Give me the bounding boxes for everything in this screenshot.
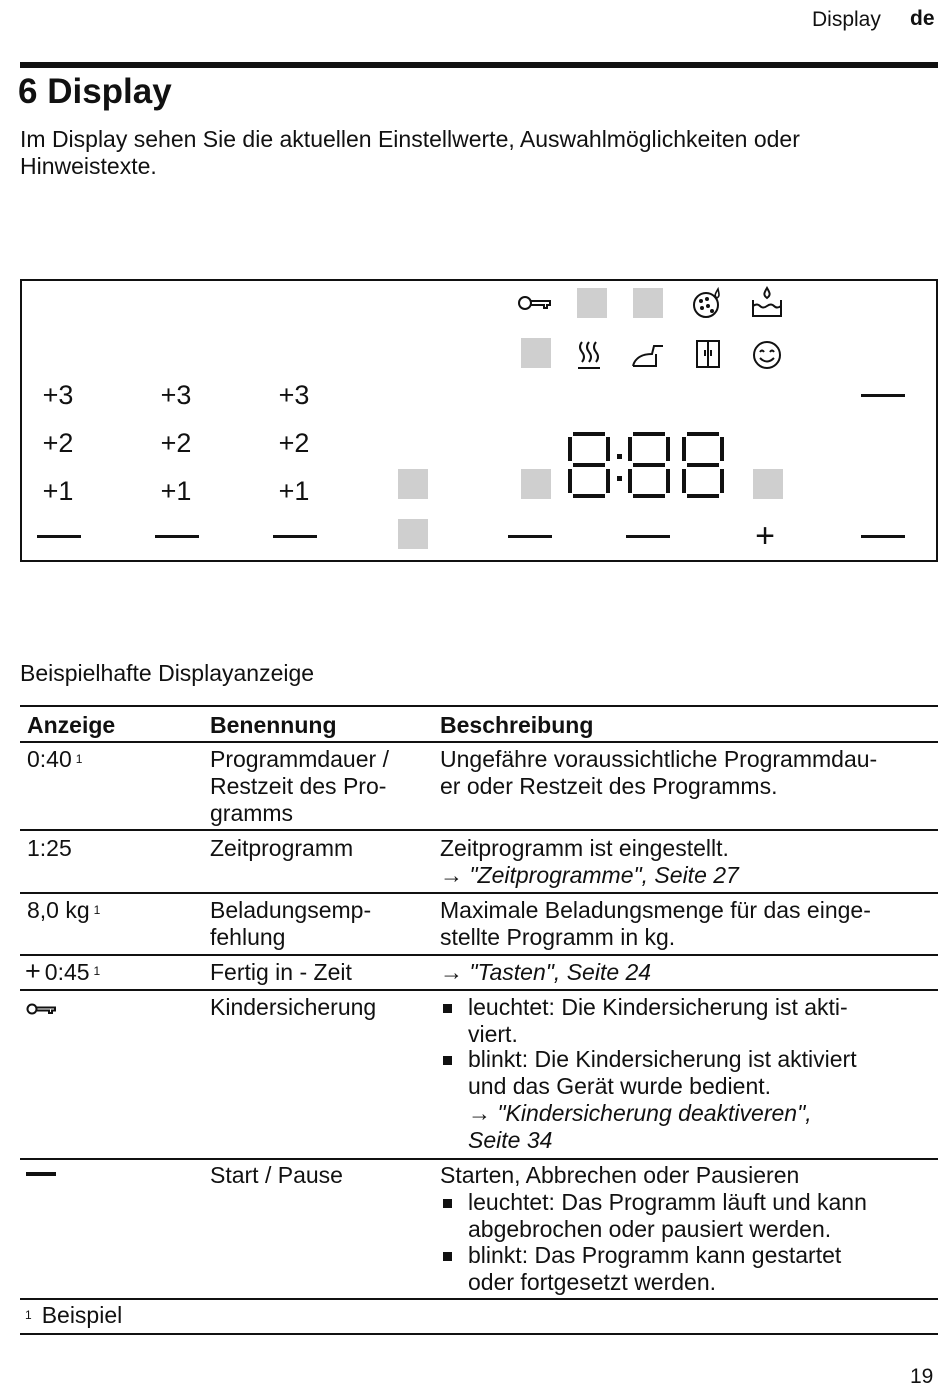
description-line: stellte Programm in kg. — [440, 924, 676, 950]
cross-reference: → "Zeitprogramme", Seite 27 — [440, 862, 739, 888]
bullet-line: viert. — [468, 1021, 518, 1047]
steam-icon — [575, 338, 605, 372]
anzeige-value: 0:45 — [44, 959, 90, 985]
bullet — [443, 1199, 452, 1208]
footnote-marker: 1 — [75, 752, 83, 766]
col3-plus3: +3 — [278, 380, 310, 410]
table-rule — [20, 829, 938, 831]
minus-bar — [273, 535, 317, 538]
table-rule — [20, 741, 938, 743]
table-rule — [20, 705, 938, 707]
cross-reference: Seite 34 — [468, 1127, 553, 1153]
table-rule — [20, 892, 938, 894]
col1-plus3: +3 — [42, 380, 74, 410]
indicator-square — [633, 288, 663, 318]
anzeige-value: 1:25 — [27, 835, 72, 861]
col1-plus2: +2 — [42, 428, 74, 458]
plus-symbol: + — [25, 956, 41, 986]
minus-bar — [861, 535, 905, 538]
col1-plus1: +1 — [42, 476, 74, 506]
cross-reference: → "Tasten", Seite 24 — [440, 959, 652, 985]
indicator-square — [521, 469, 551, 499]
description-line: Maximale Beladungsmenge für das einge- — [440, 897, 871, 923]
table-row-beschreibung — [440, 835, 739, 889]
table-row-anzeige — [27, 897, 100, 924]
figure-caption: Beispielhafte Displayanzeige — [20, 660, 315, 686]
header-rule — [20, 62, 938, 68]
col-header-benennung: Benennung — [210, 712, 337, 738]
minus-bar-top-right — [861, 394, 905, 397]
benennung-line: Beladungsemp- — [210, 897, 372, 923]
bullet-line: blinkt: Das Programm kann gestartet — [468, 1242, 842, 1268]
minus-bar — [626, 535, 670, 538]
benennung-line: Fertig in - Zeit — [210, 959, 352, 985]
page-number: 19 — [910, 1365, 934, 1388]
benennung-line: Zeitprogramm — [210, 835, 354, 861]
table-rule — [20, 1158, 938, 1160]
bullet-line: blinkt: Die Kindersicherung ist aktiviert — [468, 1046, 857, 1072]
bullet-text — [468, 994, 848, 1048]
seven-segment-digits — [565, 430, 730, 500]
anzeige-value: 8,0 kg — [27, 897, 90, 923]
benennung-line: Restzeit des Pro- — [210, 773, 387, 799]
benennung-line: fehlung — [210, 924, 286, 950]
benennung-line: gramms — [210, 800, 294, 826]
table-rule — [20, 989, 938, 991]
start-pause-bar-icon — [26, 1172, 56, 1176]
col-header-anzeige: Anzeige — [27, 712, 116, 738]
footnote-text: Beispiel — [41, 1302, 123, 1328]
minus-bar — [155, 535, 199, 538]
cross-reference: → "Kindersicherung deaktiveren", — [468, 1100, 812, 1126]
bullet — [443, 1056, 452, 1065]
col2-plus3: +3 — [160, 380, 192, 410]
bullet-line: und das Gerät wurde bedient. — [468, 1073, 772, 1099]
bullet-text — [468, 1046, 857, 1154]
col3-plus2: +2 — [278, 428, 310, 458]
seven-segment-time-display — [565, 430, 730, 500]
chapter-title: 6 Display — [18, 72, 172, 111]
description-line: Ungefähre voraussichtliche Programmdau- — [440, 746, 878, 772]
indicator-square — [753, 469, 783, 499]
minus-bar — [508, 535, 552, 538]
col2-plus1: +1 — [160, 476, 192, 506]
table-rule — [20, 1298, 938, 1300]
key-icon — [26, 999, 58, 1019]
anzeige-value: 0:40 — [27, 746, 72, 772]
bullet-text — [468, 1242, 841, 1296]
key-icon — [517, 290, 553, 316]
prewash-icon — [690, 286, 726, 320]
indicator-square — [398, 519, 428, 549]
benennung-line: Programmdauer / — [210, 746, 389, 772]
col3-plus1: +1 — [278, 476, 310, 506]
indicator-square — [577, 288, 607, 318]
colon — [617, 454, 622, 481]
table-row-anzeige — [27, 746, 82, 773]
bullet-line: leuchtet: Die Kindersicherung ist akti- — [468, 994, 848, 1020]
bullet-line: abgebrochen oder pausiert werden. — [468, 1216, 832, 1242]
benennung-line: Kindersicherung — [210, 994, 377, 1020]
bullet-line: oder fortgesetzt werden. — [468, 1269, 717, 1295]
benennung-line: Start / Pause — [210, 1162, 343, 1188]
footnote-marker: 1 — [93, 964, 101, 978]
table-row-beschreibung — [440, 746, 877, 800]
digit-8 — [682, 432, 724, 498]
digit-8 — [628, 432, 670, 498]
display-panel — [20, 279, 938, 562]
footnote-marker: 1 — [93, 903, 101, 917]
col2-plus2: +2 — [160, 428, 192, 458]
running-header-section: Display — [812, 8, 881, 31]
table-row-beschreibung — [440, 897, 871, 951]
intro-paragraph: Im Display sehen Sie die aktuellen Einstellwerte, Auswahlmöglichkeiten oder Hinweistexte. — [20, 126, 800, 179]
bullet — [443, 1004, 452, 1013]
indicator-square — [521, 338, 551, 368]
minus-bar — [37, 535, 81, 538]
description-line: er oder Restzeit des Programms. — [440, 773, 778, 799]
digit-8 — [568, 432, 610, 498]
smiley-icon — [750, 338, 784, 372]
indicator-square — [398, 469, 428, 499]
bullet — [443, 1252, 452, 1261]
iron-icon — [630, 340, 666, 370]
bullet-line: leuchtet: Das Programm läuft und kann — [468, 1189, 867, 1215]
bullet-text — [468, 1189, 867, 1243]
running-header-language: de — [910, 7, 935, 30]
footnote-marker: 1 — [25, 1308, 32, 1322]
footnote — [25, 1302, 122, 1329]
table-row-benennung — [210, 746, 389, 827]
plus-symbol: + — [755, 517, 775, 555]
description-line: Starten, Abbrechen oder Pausieren — [440, 1162, 800, 1188]
description-line: Zeitprogramm ist eingestellt. — [440, 835, 729, 861]
water-plus-icon — [749, 286, 785, 320]
col-header-beschreibung: Beschreibung — [440, 712, 594, 738]
wardrobe-icon — [694, 338, 722, 370]
table-row-benennung — [210, 897, 371, 951]
table-row-anzeige — [25, 958, 100, 986]
table-rule — [20, 1333, 938, 1335]
table-rule — [20, 954, 938, 956]
